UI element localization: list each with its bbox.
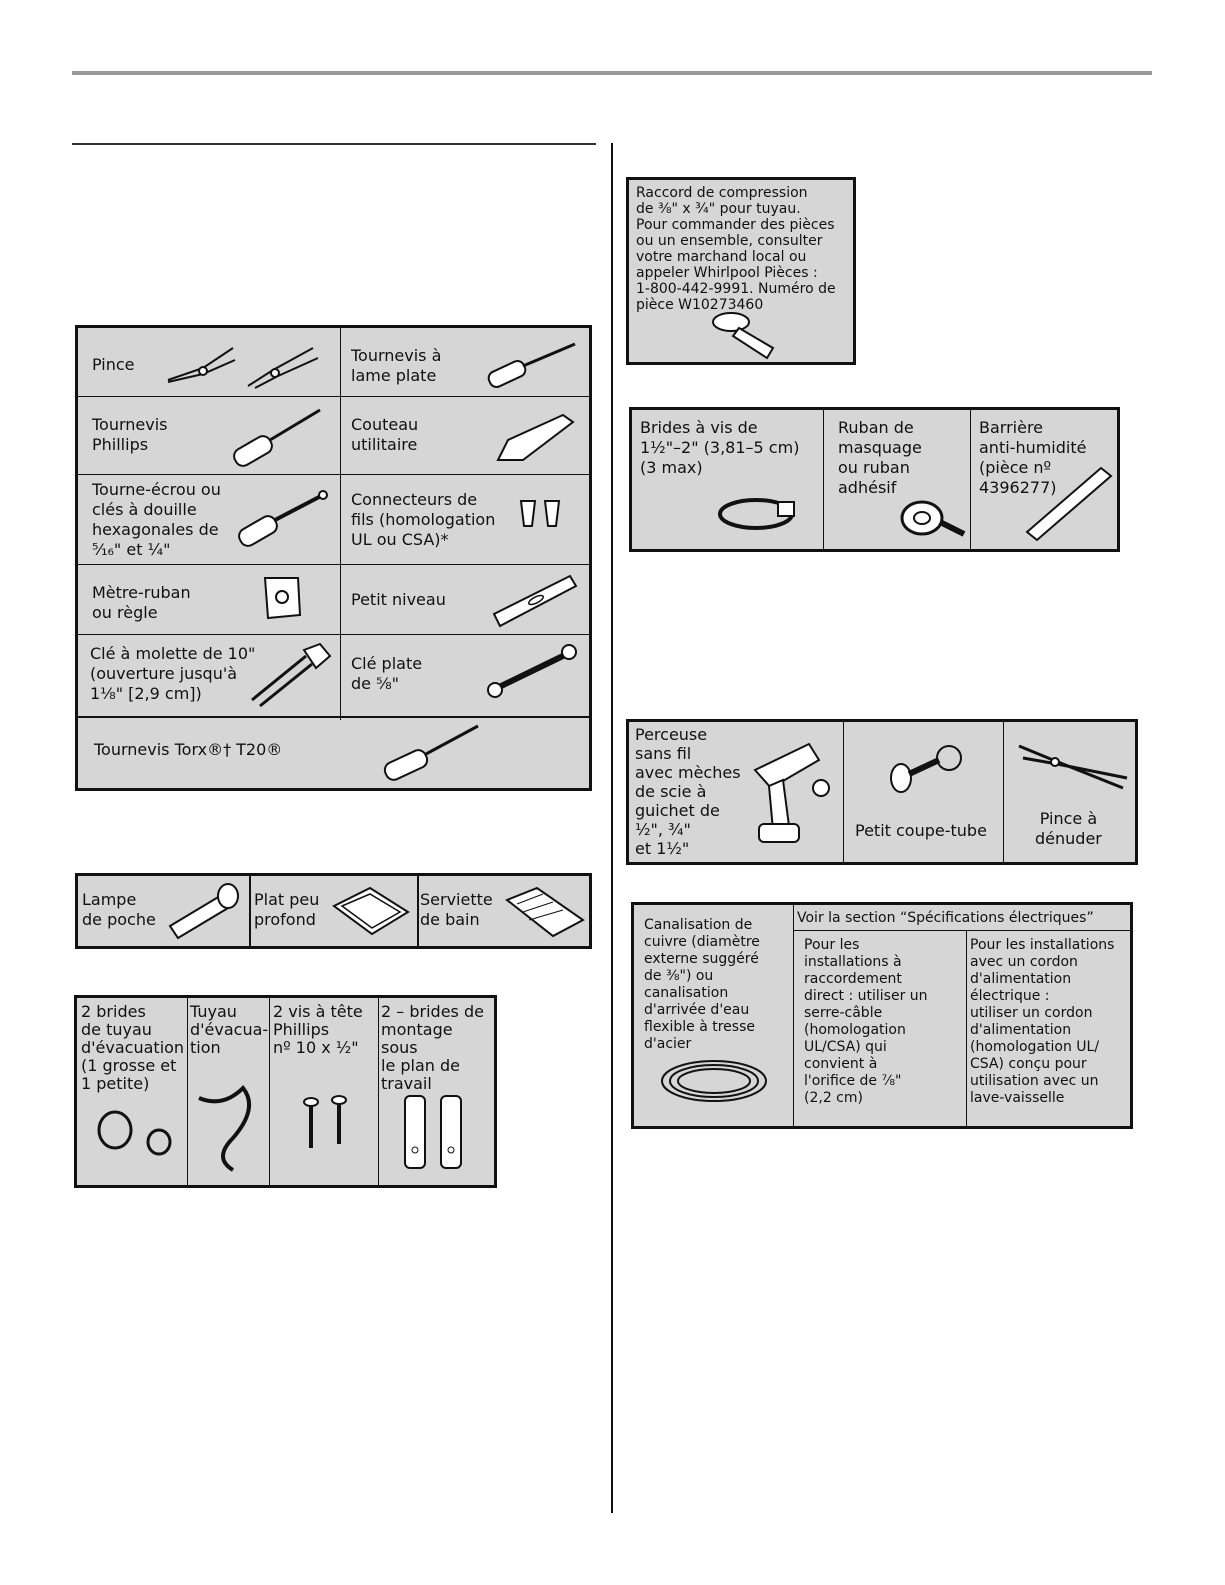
towel-icon <box>503 884 587 940</box>
cordless-drill-icon <box>749 730 839 846</box>
barriere-label: Barrière anti-humidité (pièce nº 4396277) <box>979 418 1087 497</box>
wire-stripper-icon <box>1013 736 1137 800</box>
torx-label: Tournevis Torx®† T20® <box>94 740 283 759</box>
cordon-label: Pour les installations avec un cordon d'alimentation électrique : utiliser un cordon d'alimentation (homologation UL/ CSA) conçu pour utilisation avec un lave-vaisselle <box>970 937 1115 1106</box>
tube-cutter-icon <box>879 744 969 800</box>
pliers-icon <box>163 340 323 390</box>
adjustable-wrench-icon <box>246 638 336 708</box>
screws-icon <box>297 1094 357 1154</box>
drain-hose-icon <box>193 1078 263 1174</box>
copper-tubing-icon <box>656 1055 776 1111</box>
shallow-pan-icon <box>328 882 414 940</box>
level-icon <box>490 570 580 630</box>
electrical-table <box>631 902 1133 1129</box>
connecteurs-label: Connecteurs de fils (homologation UL ou CSA)* <box>351 490 496 549</box>
flashlight-icon <box>166 882 246 940</box>
section-rule <box>72 143 596 145</box>
tools-table <box>75 325 592 791</box>
plat-label: Plat peu profond <box>254 890 320 929</box>
raccord-text: Raccord de compression de ⅜" x ¾" pour tuyau. Pour commander des pièces ou un ensemble, consulter votre marchand local ou appeler Whirlpool Pièces : 1-800-442-9991. Numéro de pièce W10273460 <box>636 185 836 313</box>
cle-molette-label: Clé à molette de 10" (ouverture jusqu'à 1⅛" [2,9 cm]) <box>90 644 256 703</box>
utility-knife-icon <box>493 410 583 466</box>
direct-label: Pour les installations à raccordement direct : utiliser un serre-câble (homologation UL/CSA) qui convient à l'orifice de ⅞" (2,2 cm) <box>804 937 928 1106</box>
voir-section-label: Voir la section “Spécifications électriques” <box>797 910 1094 926</box>
moisture-barrier-icon <box>1017 464 1117 544</box>
screw-clamp-icon <box>716 492 806 536</box>
tape-measure-icon <box>260 573 306 623</box>
tournevis-plat-label: Tournevis à lame plate <box>351 346 442 385</box>
pince-label: Pince <box>92 355 135 374</box>
serviette-label: Serviette de bain <box>420 890 493 929</box>
canalisation-label: Canalisation de cuivre (diamètre externe suggéré de ⅜") ou canalisation d'arrivée d'eau flexible à tresse d'acier <box>644 917 760 1052</box>
top-rule <box>72 71 1152 75</box>
tournevis-phillips-label: Tournevis Phillips <box>92 415 168 454</box>
tape-roll-icon <box>900 492 968 544</box>
nut-driver-icon <box>233 488 333 548</box>
hose-clamps-icon <box>91 1102 181 1162</box>
tourne-ecrou-label: Tourne-écrou ou clés à douille hexagonales de ⁵⁄₁₆" et ¼" <box>92 480 221 559</box>
screwdriver-icon <box>483 340 583 390</box>
open-end-wrench-icon <box>483 640 583 700</box>
vis-label: 2 vis à tête Phillips nº 10 x ½" <box>273 1002 363 1057</box>
phillips-screwdriver-icon <box>228 406 328 468</box>
brides-vis-label: Brides à vis de 1½"–2" (3,81–5 cm) (3 max) <box>640 418 800 477</box>
column-divider <box>611 143 613 1513</box>
raccord-box <box>626 177 856 365</box>
parts-table <box>74 995 497 1188</box>
drill-table <box>626 719 1138 865</box>
coupe-tube-label: Petit coupe-tube <box>855 821 987 840</box>
metre-ruban-label: Mètre-ruban ou règle <box>92 583 191 622</box>
brides-montage-label: 2 – brides de montage sous le plan de travail <box>381 1002 484 1093</box>
compression-fitting-icon <box>709 308 789 360</box>
ruban-label: Ruban de masquage ou ruban adhésif <box>838 418 922 497</box>
petit-niveau-label: Petit niveau <box>351 590 446 609</box>
wire-connectors-icon <box>518 498 568 530</box>
brides-label: 2 brides de tuyau d'évacuation (1 grosse et 1 petite) <box>81 1002 185 1093</box>
clamp-table <box>629 407 1120 552</box>
couteau-label: Couteau utilitaire <box>351 415 419 454</box>
misc-table <box>75 873 592 949</box>
tuyau-label: Tuyau d'évacua- tion <box>190 1002 269 1057</box>
mounting-brackets-icon <box>397 1090 477 1174</box>
lampe-label: Lampe de poche <box>82 890 156 929</box>
torx-screwdriver-icon <box>378 718 488 782</box>
perceuse-label: Perceuse sans fil avec mèches de scie à guichet de ½", ¾" et 1½" <box>635 725 741 858</box>
cle-plate-label: Clé plate de ⅝" <box>351 654 423 693</box>
pince-denuder-label: Pince à dénuder <box>1035 809 1102 848</box>
